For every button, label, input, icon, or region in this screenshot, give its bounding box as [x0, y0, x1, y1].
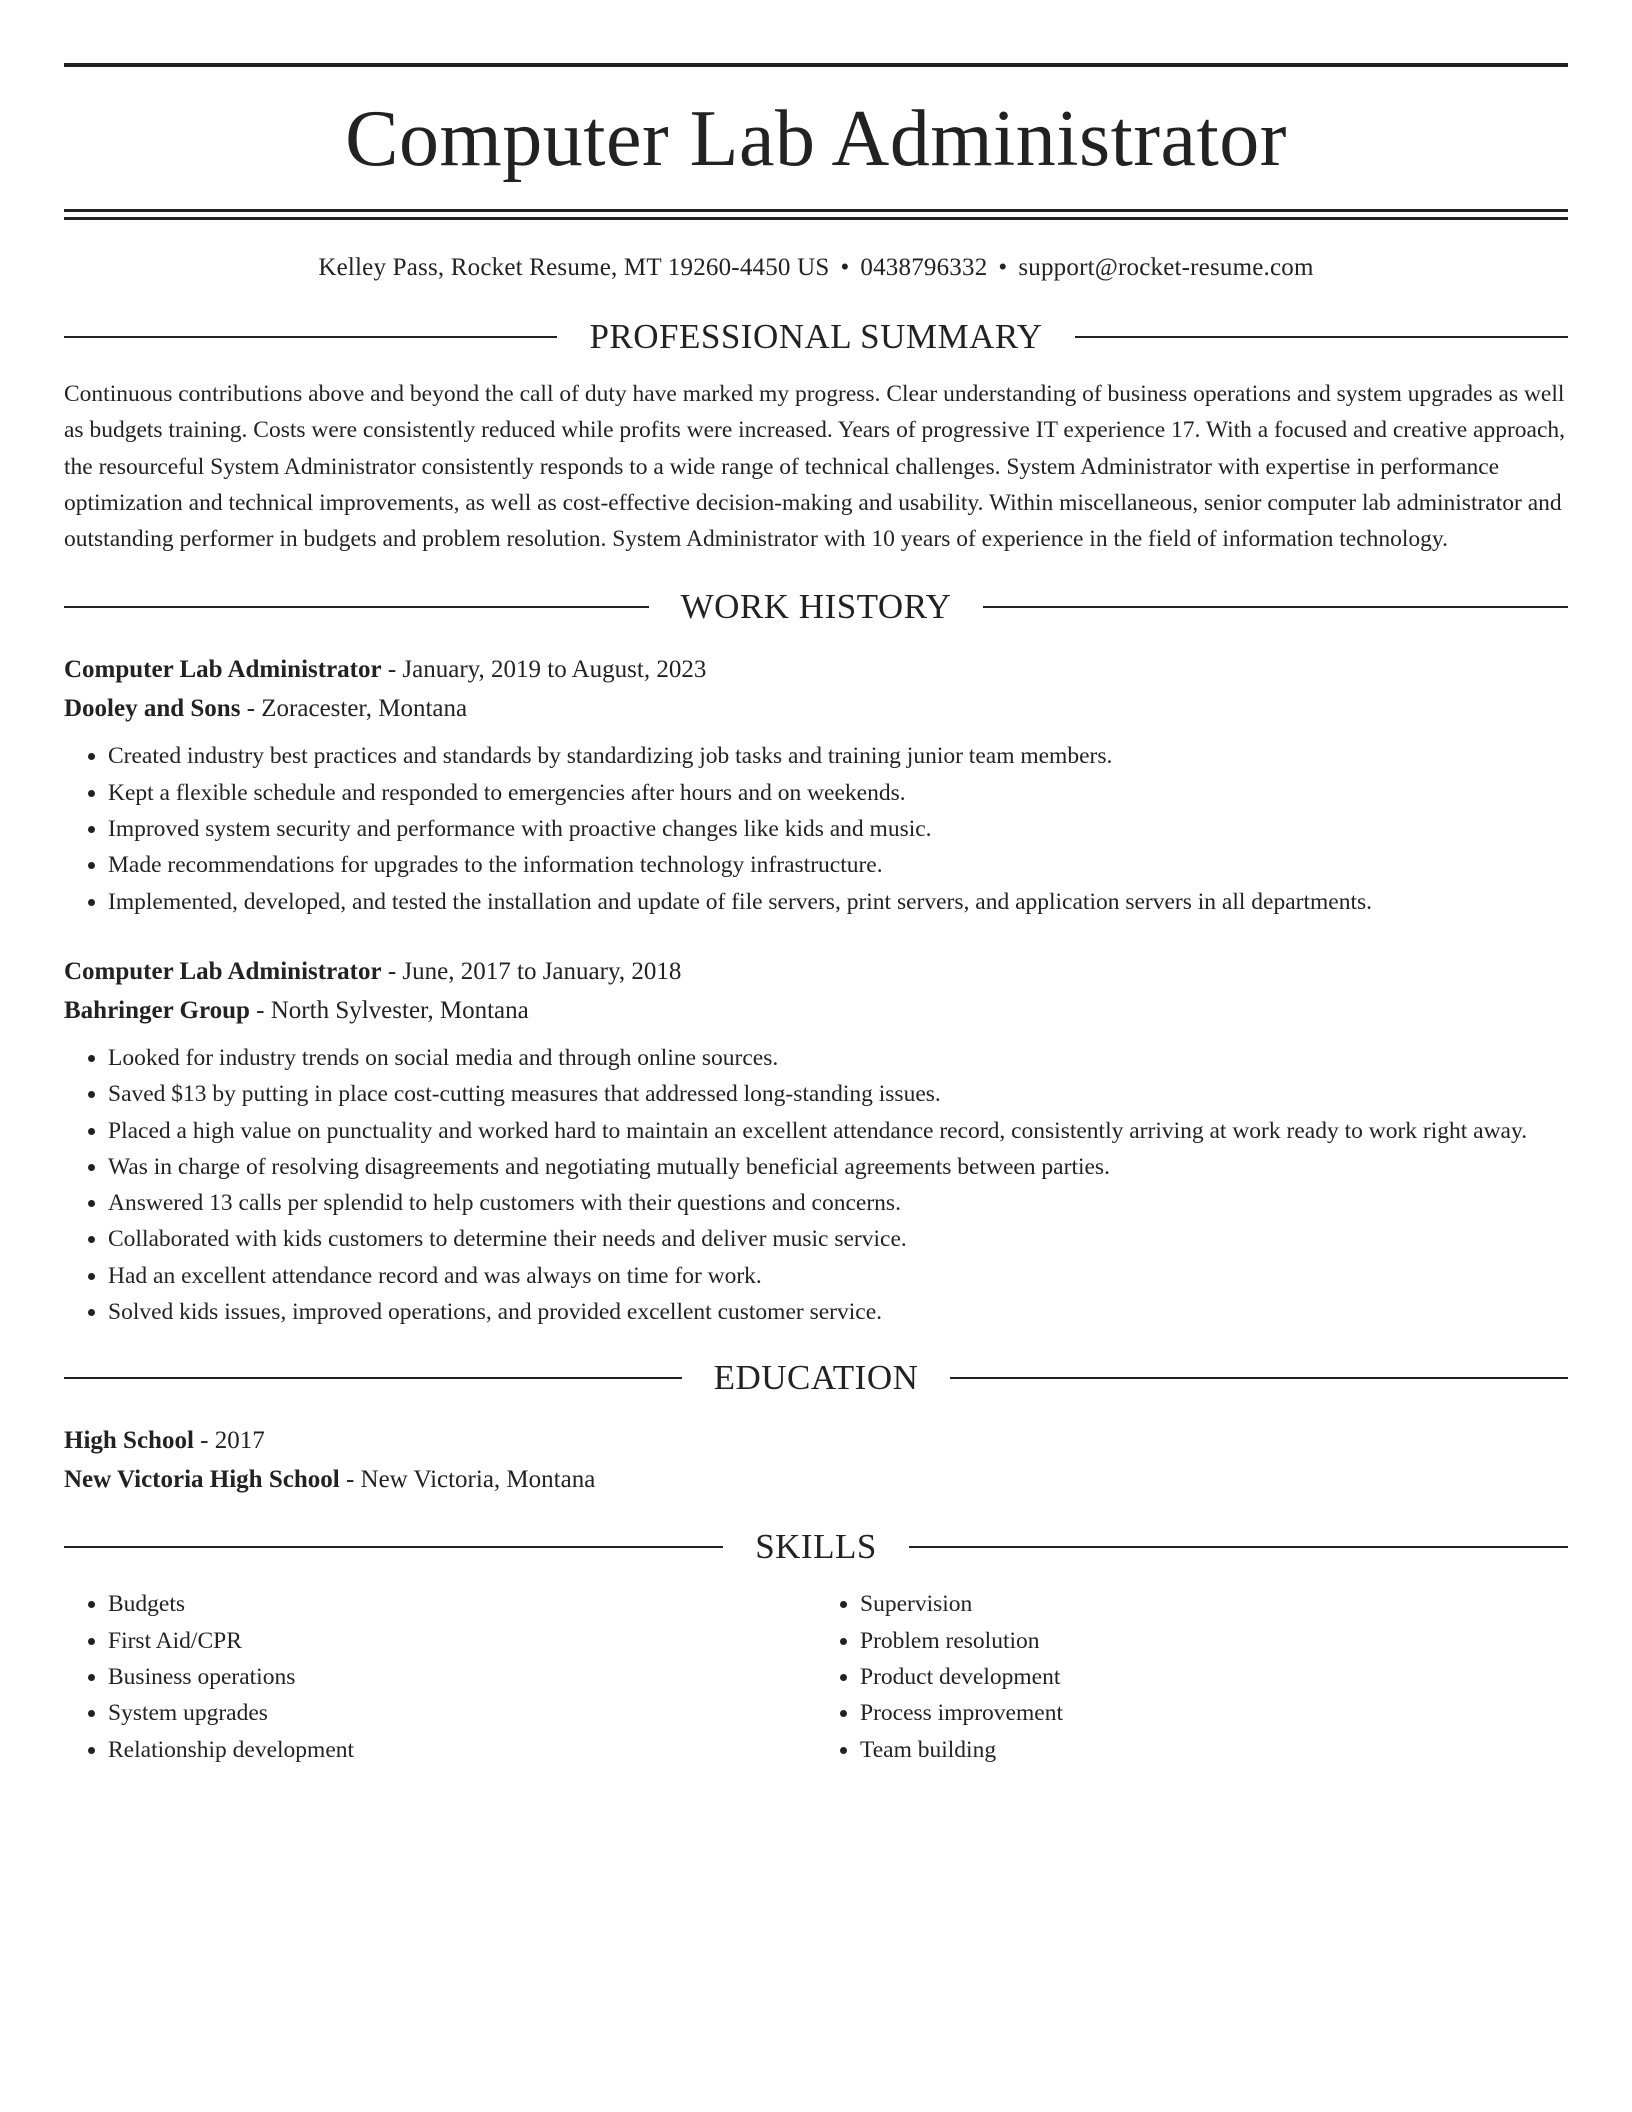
contact-separator: • — [840, 254, 850, 281]
skill-item: • System upgrades — [108, 1695, 816, 1731]
job-dates: - June, 2017 to January, 2018 — [381, 957, 682, 985]
heading-rule-left — [64, 336, 557, 338]
skill-item: • Relationship development — [108, 1732, 816, 1768]
list-item: • Collaborated with kids customers to determine their needs and deliver music service. — [108, 1221, 1568, 1257]
skill-item: • Product development — [860, 1659, 1568, 1695]
job-title: Computer Lab Administrator — [64, 957, 382, 985]
job-entry — [64, 650, 1568, 919]
heading-rule-right — [1075, 336, 1568, 338]
work-history-heading — [64, 587, 1568, 627]
header-top-rule — [64, 63, 1568, 67]
job-location: - North Sylvester, Montana — [249, 996, 529, 1024]
skills-heading-label: SKILLS — [755, 1527, 877, 1567]
heading-rule-right — [950, 1377, 1568, 1379]
education-entry — [64, 1421, 1568, 1499]
education-degree-line — [64, 1421, 1568, 1460]
list-item: • Had an excellent attendance record and was always on time for work. — [108, 1258, 1568, 1294]
skill-item: • Supervision — [860, 1586, 1568, 1622]
list-item: • Created industry best practices and standards by standardizing job tasks and training junior team members. — [108, 738, 1568, 774]
contact-phone: 0438796332 — [860, 254, 988, 281]
job-bullets — [64, 738, 1568, 919]
summary-heading — [64, 319, 1568, 354]
list-item: • Implemented, developed, and tested the installation and update of file servers, print servers, and application servers in all departments. — [108, 884, 1568, 920]
heading-rule-left — [64, 606, 649, 608]
skills-heading — [64, 1527, 1568, 1567]
job-company: Dooley and Sons — [64, 695, 241, 723]
list-item: • Kept a flexible schedule and responded to emergencies after hours and on weekends. — [108, 775, 1568, 811]
summary-heading-label: PROFESSIONAL SUMMARY — [589, 317, 1043, 356]
education-heading — [64, 1358, 1568, 1398]
job-location: - Zoracester, Montana — [240, 695, 468, 723]
skills-column-left — [64, 1586, 816, 1767]
list-item: • Answered 13 calls per splendid to help customers with their questions and concerns. — [108, 1185, 1568, 1221]
skills-list — [64, 1586, 1568, 1767]
contact-email: support@rocket-resume.com — [1018, 254, 1314, 281]
education-school-line — [64, 1460, 1568, 1499]
list-item: • Solved kids issues, improved operations, and provided excellent customer service. — [108, 1294, 1568, 1330]
job-title: Computer Lab Administrator — [64, 656, 382, 684]
education-degree: High School — [64, 1427, 194, 1455]
skill-item: • Budgets — [108, 1586, 816, 1622]
job-title-line — [64, 650, 1568, 689]
header-double-rule — [64, 209, 1568, 220]
job-entry — [64, 952, 1568, 1330]
contact-address: Kelley Pass, Rocket Resume, MT 19260-4450 US — [318, 254, 830, 281]
contact-line — [64, 253, 1568, 283]
work-history-heading-label: WORK HISTORY — [680, 587, 952, 627]
list-item: • Looked for industry trends on social media and through online sources. — [108, 1040, 1568, 1076]
heading-rule-left — [64, 1546, 723, 1548]
job-dates: - January, 2019 to August, 2023 — [381, 656, 707, 684]
job-company-line — [64, 991, 1568, 1030]
resume-name: Computer Lab Administrator — [345, 95, 1287, 183]
list-item: • Was in charge of resolving disagreements and negotiating mutually beneficial agreements between parties. — [108, 1149, 1568, 1185]
job-company: Bahringer Group — [64, 996, 250, 1024]
list-item: • Improved system security and performance with proactive changes like kids and music. — [108, 811, 1568, 847]
skill-item: • Team building — [860, 1732, 1568, 1768]
skill-item: • Process improvement — [860, 1695, 1568, 1731]
heading-rule-right — [909, 1546, 1568, 1548]
summary-text: Continuous contributions above and beyond the call of duty have marked my progress. Clear understanding of business operations and system upgrades as well as budgets training. Costs were consistently reduced while profits were increased. Years of progressive IT experience 17. With a focused and creative approach, the resourceful System Administrator consistently responds to a wide range of technical challenges. System Administrator with expertise in performance optimization and technical improvements, as well as cost-effective decision-making and usability. Within miscellaneous, senior computer lab administrator and outstanding performer in budgets and problem resolution. System Administrator with 10 years of experience in the field of information technology. — [64, 381, 1566, 553]
skill-item: • Problem resolution — [860, 1623, 1568, 1659]
list-item: • Placed a high value on punctuality and worked hard to maintain an excellent attendance record, consistently arriving at work ready to work right away. — [108, 1113, 1568, 1149]
heading-rule-left — [64, 1377, 682, 1379]
education-location: - New Victoria, Montana — [339, 1466, 596, 1494]
skill-item: • First Aid/CPR — [108, 1623, 816, 1659]
job-company-line — [64, 689, 1568, 728]
education-school: New Victoria High School — [64, 1466, 340, 1494]
job-bullets — [64, 1040, 1568, 1330]
education-heading-label: EDUCATION — [713, 1358, 919, 1398]
list-item: • Saved $13 by putting in place cost-cutting measures that addressed long-standing issues. — [108, 1076, 1568, 1112]
heading-rule-right — [983, 606, 1568, 608]
list-item: • Made recommendations for upgrades to the information technology infrastructure. — [108, 847, 1568, 883]
skills-column-right — [816, 1586, 1568, 1767]
contact-separator: • — [998, 254, 1008, 281]
education-year: - 2017 — [193, 1427, 265, 1455]
skill-item: • Business operations — [108, 1659, 816, 1695]
job-title-line — [64, 952, 1568, 991]
